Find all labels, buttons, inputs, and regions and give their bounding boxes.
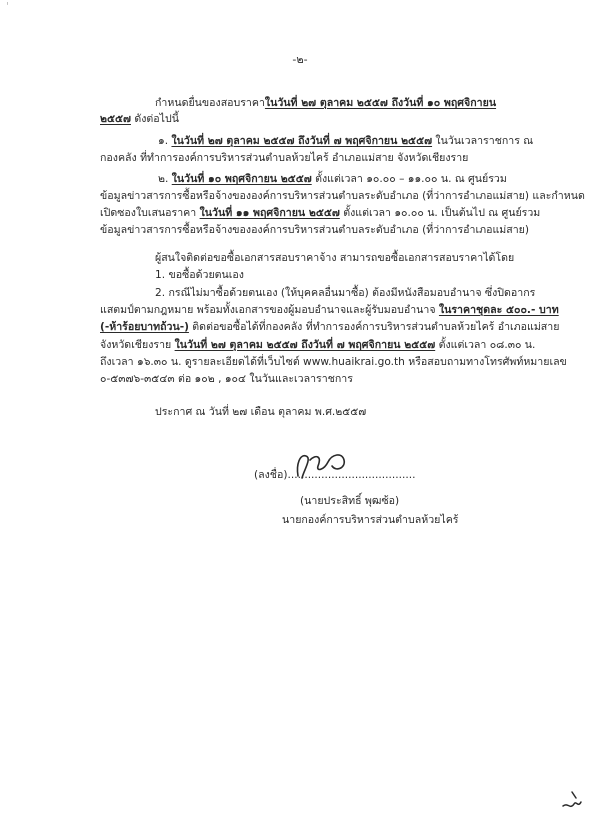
deadline-intro: กำหนดยื่นของสอบราคา <box>155 97 265 109</box>
corner-mark: ' <box>6 0 10 13</box>
deadline-line-2 <box>100 112 179 126</box>
item2-open-rest: ตั้งแต่เวลา ๑๐.๐๐ น. เป็นต้นไป ณ ศูนย์รวม <box>339 207 541 219</box>
item2-open-date: ในวันที่ ๑๑ พฤศจิกายน ๒๕๕๗ <box>199 207 340 219</box>
announcement-date: ประกาศ ณ วันที่ ๒๗ เดือน ตุลาคม พ.ศ.๒๕๕๗ <box>155 406 367 418</box>
item1-line-2: กองคลัง ที่ทำการองค์การบริหารส่วนตำบลห้วยไคร้ อำเภอแม่สาย จังหวัดเชียงราย <box>100 152 469 164</box>
signature-line: (ลงชื่อ)...................................... <box>254 469 416 481</box>
item1-number: ๑. <box>158 135 172 147</box>
deadline-year: ๒๕๕๗ <box>100 113 131 125</box>
item2-line-2: ข้อมูลข่าวสารการซื้อหรือจ้างขององค์การบริหารส่วนตำบลระดับอำเภอ (ที่ว่าการอำเภอแม่สาย) และกำหนด <box>100 190 585 202</box>
signatory-position: นายกองค์การบริหารส่วนตำบลห้วยไคร้ <box>282 514 459 526</box>
price-text: ในราคาชุดละ ๕๐๐.- บาท <box>438 304 559 316</box>
stamp-text: แสตมป์ตามกฎหมาย พร้อมทั้งเอกสารของผู้มอบอำนาจและผู้รับมอบอำนาจ <box>100 304 439 316</box>
purchase-option-2-line-3 <box>100 320 559 334</box>
item2-number: ๒. <box>158 173 172 185</box>
contact-office: ติดต่อขอซื้อได้ที่กองคลัง ที่ทำการองค์การบริหารส่วนตำบลห้วยไคร้ อำเภอแม่สาย <box>188 321 560 333</box>
item1-line-1 <box>158 134 533 148</box>
purchase-option-2-line-5: ถึงเวลา ๑๖.๓๐ น. ดูรายละเอียดได้ที่เว็บไซต์ www.huaikrai.go.th หรือสอบถามทางโทรศัพท์หมายเลข <box>100 356 567 368</box>
province-text: จังหวัดเชียงราย <box>100 339 175 351</box>
item2-open-bids: เปิดซองใบเสนอราคา <box>100 207 200 219</box>
deadline-tail: ดังต่อไปนี้ <box>131 113 179 125</box>
purchase-intro: ผู้สนใจติดต่อขอซื้อเอกสารสอบราคาจ้าง สามารถขอซื้อเอกสารสอบราคาได้โดย <box>155 252 515 264</box>
item2-line-1 <box>158 172 507 186</box>
item2-line-4: ข้อมูลข่าวสารการซื้อหรือจ้างขององค์การบริหารส่วนตำบลระดับอำเภอ (ที่ว่าการอำเภอแม่สาย) <box>100 224 530 236</box>
item1-rest: ในวันเวลาราชการ ณ <box>432 135 534 147</box>
item2-date: ในวันที่ ๑๐ พฤศจิกายน ๒๕๕๗ <box>171 173 312 185</box>
purchase-period: ในวันที่ ๒๗ ตุลาคม ๒๕๕๗ ถึงวันที่ ๗ พฤศจิกายน ๒๕๕๗ <box>174 339 436 351</box>
handwritten-initial-mark <box>560 788 584 816</box>
deadline-period: ในวันที่ ๒๗ ตุลาคม ๒๕๕๗ ถึงวันที่ ๑๐ พฤศจิกายน <box>264 97 497 109</box>
item2-line-3 <box>100 206 540 220</box>
page-number: -๒- <box>292 53 308 66</box>
price-words: (-ห้าร้อยบาทถ้วน-) <box>100 321 189 333</box>
purchase-option-2-line-4 <box>100 338 535 352</box>
purchase-time: ตั้งแต่เวลา ๐๘.๓๐ น. <box>435 339 536 351</box>
deadline-line-1 <box>155 96 496 110</box>
purchase-option-2-line-2 <box>100 303 559 317</box>
purchase-option-2: 2. กรณีไม่มาซื้อด้วยตนเอง (ให้บุคคลอื่นมาซื้อ) ต้องมีหนังสือมอบอำนาจ ซึ่งปิดอากร <box>155 287 536 299</box>
item1-dates: ในวันที่ ๒๗ ตุลาคม ๒๕๕๗ ถึงวันที่ ๗ พฤศจิกายน ๒๕๕๗ <box>171 135 433 147</box>
purchase-option-2-line-6: ๐-๕๓๗๖-๓๕๔๓ ต่อ ๑๐๒ , ๑๐๔ ในวันและเวลาราชการ <box>100 373 353 385</box>
purchase-option-1: 1. ขอซื้อด้วยตนเอง <box>155 269 244 281</box>
item2-rest: ตั้งแต่เวลา ๑๐.๐๐ – ๑๑.๐๐ น. ณ ศูนย์รวม <box>311 173 507 185</box>
signatory-name: (นายประสิทธิ์ พุฒซ้อ) <box>300 495 400 507</box>
